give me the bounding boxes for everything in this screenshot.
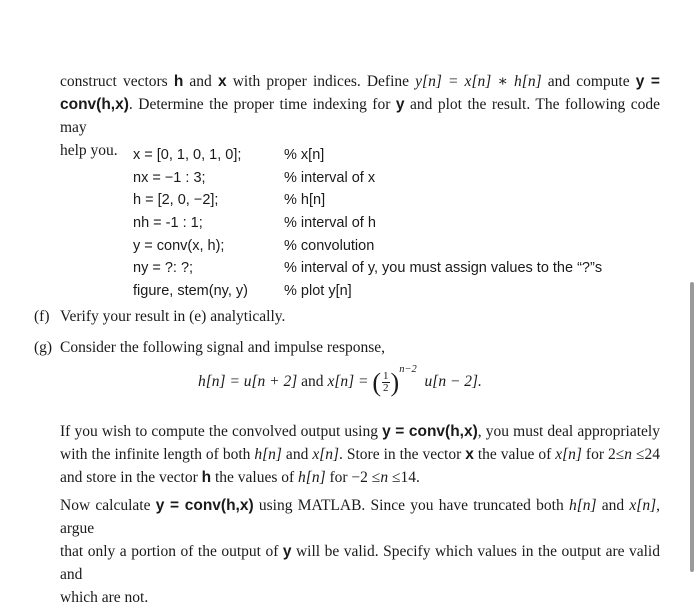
fraction (382, 371, 390, 394)
item-label: (f) (34, 308, 50, 325)
var-h: h (201, 469, 212, 486)
impulse-response-expr: h[n] = u[n + 2] (198, 373, 298, 390)
code-statement: h = [2, 0, −2]; (133, 192, 219, 209)
text-run: and (281, 446, 313, 463)
text-run: and (596, 497, 630, 514)
exponent: n−2 (399, 364, 417, 375)
code-comment: % h[n] (284, 192, 326, 209)
paragraph-3 (60, 494, 660, 609)
paragraph-3-line-3: which are not. (60, 589, 149, 606)
step-expr: u[n − 2]. (424, 373, 482, 390)
math-h: h[n] (568, 497, 597, 514)
conv-call: y = conv(h,x) (155, 497, 254, 514)
text-run: ≤14. (388, 469, 420, 486)
equation-and: and (301, 373, 324, 390)
math-x: x[n] (629, 497, 657, 514)
fraction-denominator: 2 (383, 381, 389, 394)
code-comment: % interval of y, you must assign values to the “?”s (284, 260, 603, 277)
text-run: using MATLAB. Since you have truncated both (253, 497, 569, 514)
signal-equation (198, 364, 482, 397)
var-x: x (465, 446, 474, 463)
text-run: , you must deal appropriately (477, 423, 660, 440)
text-run: with the infinite length of both (60, 446, 255, 463)
text-run: that only a portion of the output of (60, 543, 283, 560)
code-comment: % interval of x (284, 169, 376, 186)
math-x: x[n] (312, 446, 340, 463)
item-text: Consider the following signal and impulse response, (60, 339, 386, 356)
var-y-assign: y = (635, 73, 660, 90)
code-statement: nx = −1 : 3; (133, 169, 206, 186)
paragraph-3-line-2 (60, 540, 660, 586)
var-h: h (173, 73, 184, 90)
paragraph-2-line-3 (60, 466, 660, 489)
text-run: with proper indices. Define (226, 73, 416, 90)
text-run: the values of (211, 469, 299, 486)
var-y: y (282, 543, 292, 560)
text-run: If you wish to compute the convolved output using (60, 423, 383, 440)
math-h: h[n] (298, 469, 326, 486)
paragraph-2 (60, 420, 660, 489)
intro-line-3: help you. (60, 142, 118, 159)
text-run: and compute (541, 73, 636, 90)
text-run: , argue (60, 497, 660, 537)
paragraph-2-line-2 (60, 443, 660, 466)
code-comment: % convolution (284, 237, 375, 254)
left-paren: ( (372, 367, 382, 397)
paragraph-2-line-1 (60, 420, 660, 443)
math-n: n (380, 469, 389, 486)
convolution-definition: y[n] = x[n] ∗ h[n] (415, 73, 542, 90)
code-comment: % x[n] (284, 147, 325, 163)
var-y: y (395, 96, 405, 113)
text-run: for 2≤ (581, 446, 625, 463)
code-comment: % plot y[n] (284, 283, 352, 300)
conv-call: y = conv(h,x) (382, 423, 478, 440)
intro-line-1 (60, 70, 660, 93)
item-text: Verify your result in (e) analytically. (60, 308, 286, 325)
code-statement: nh = -1 : 1; (133, 215, 203, 232)
conv-call: conv(h,x) (60, 96, 129, 113)
text-run: for −2 ≤ (325, 469, 381, 486)
math-n: n (624, 446, 632, 463)
item-g (34, 336, 385, 359)
math-h: h[n] (254, 446, 282, 463)
text-run: . Store in the vector (339, 446, 466, 463)
signal-expr: x[n] = (327, 373, 369, 390)
right-paren: ) (390, 367, 400, 397)
text-run: the value of (473, 446, 556, 463)
vertical-scrollbar[interactable] (690, 282, 694, 572)
math-x: x[n] (555, 446, 582, 463)
code-comment: % interval of h (284, 215, 376, 232)
text-run: ≤24 (631, 446, 660, 463)
code-statement: x = [0, 1, 0, 1, 0]; (133, 147, 242, 163)
item-label: (g) (34, 339, 53, 356)
code-statement: y = conv(x, h); (133, 237, 225, 254)
var-x: x (217, 73, 227, 90)
paragraph-3-line-1 (60, 494, 660, 540)
item-f (34, 305, 285, 328)
code-statement: ny = ?: ?; (133, 260, 194, 277)
fraction-numerator: 1 (383, 369, 389, 382)
text-run: and (183, 73, 218, 90)
text-run: will be valid. Specify which values in the output are valid and (60, 543, 660, 583)
text-run: construct vectors (60, 73, 174, 90)
text-run: and plot the result. The following code may (60, 96, 661, 136)
code-statement: figure, stem(ny, y) (133, 283, 248, 300)
text-run: Now calculate (60, 497, 156, 514)
text-run: . Determine the proper time indexing for (128, 96, 396, 113)
text-run: and store in the vector (60, 469, 202, 486)
intro-line-2 (60, 93, 660, 139)
